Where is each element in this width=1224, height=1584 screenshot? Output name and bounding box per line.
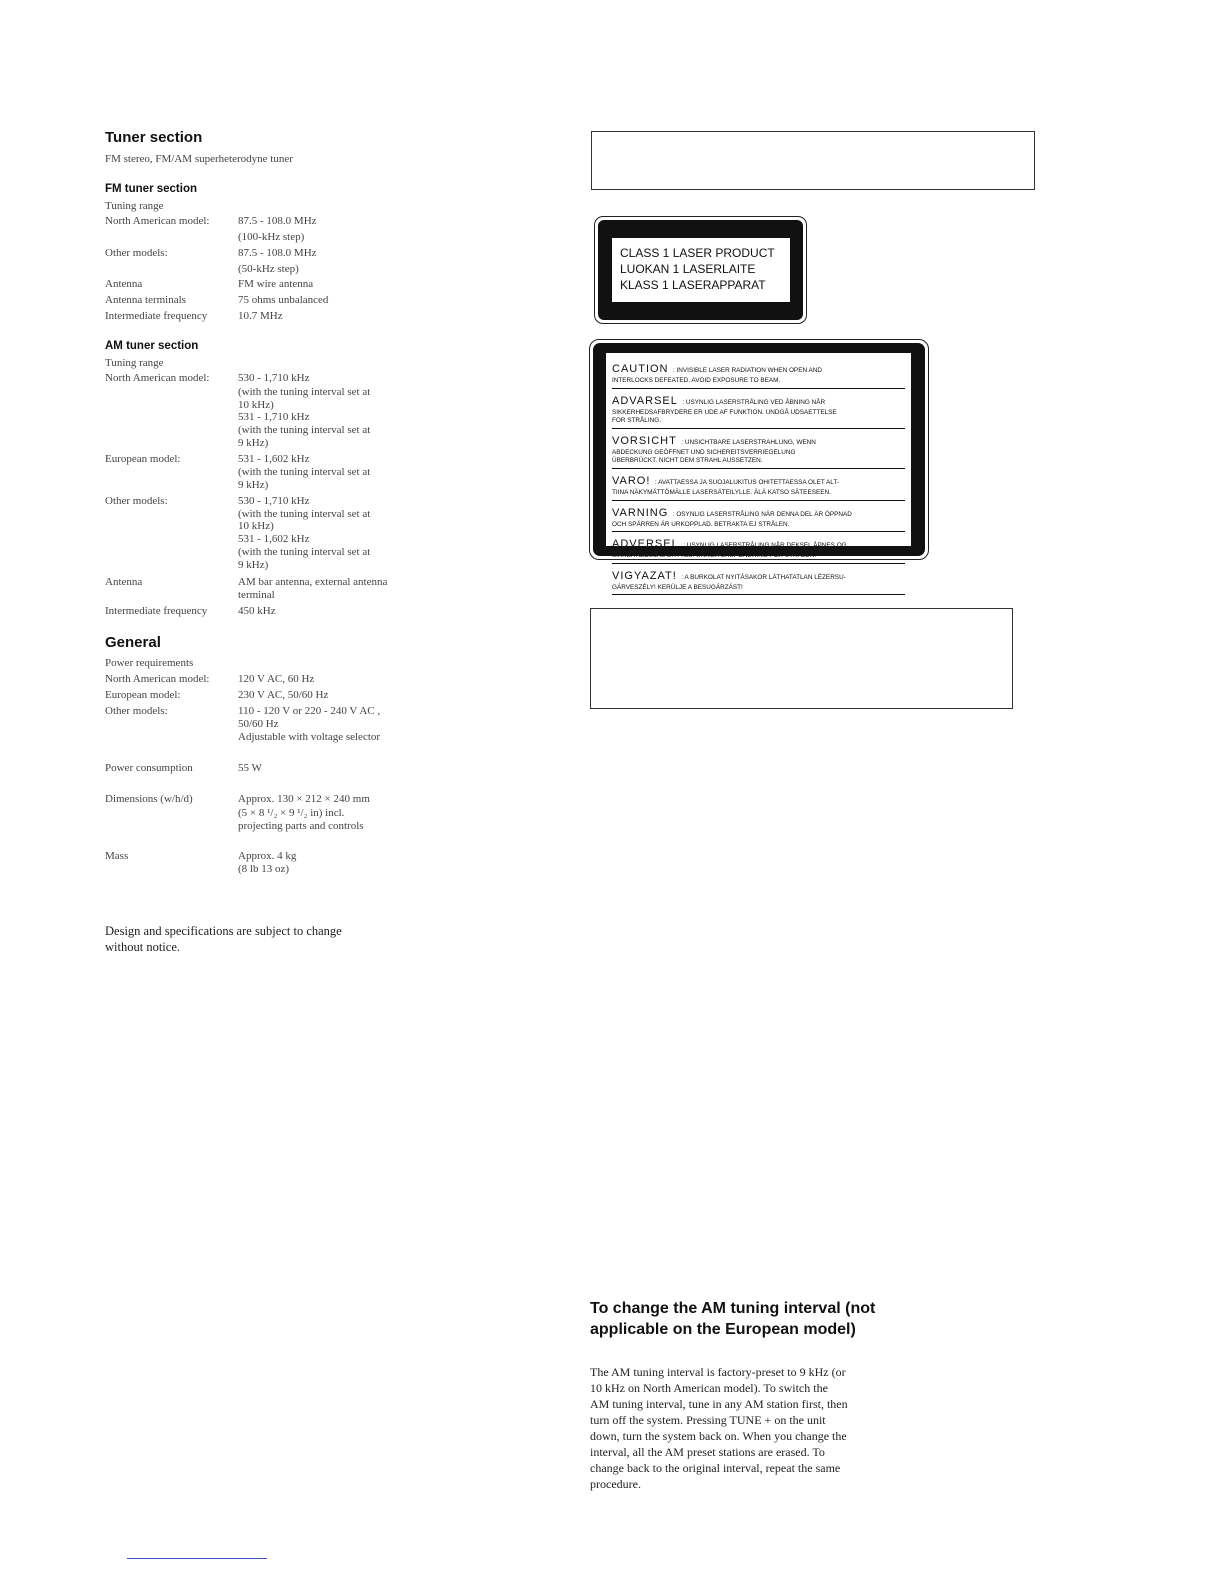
fm-other-value: 87.5 - 108.0 MHz [238, 247, 317, 259]
power-other-line: Adjustable with voltage selector [238, 731, 381, 743]
caution-block [612, 358, 905, 389]
warning-text: ÜBERBRÜCKT. NICHT DEM STRAHL AUSSETZEN. [612, 457, 763, 465]
varning-block [612, 502, 905, 533]
am-na-line: 9 kHz) [238, 437, 269, 449]
am-other-line: 531 - 1,602 kHz [238, 533, 310, 545]
warning-text: : OSYNLIG LASERSTRÅLING NÄR DENNA DEL ÄR ÖPPNAD [672, 510, 852, 518]
dimensions-label: Dimensions (w/h/d) [105, 793, 193, 805]
advarsel-block [612, 390, 905, 429]
am-eu-line: (with the tuning interval set at [238, 466, 371, 478]
class1-label-line: KLASS 1 LASERAPPARAT [620, 278, 766, 292]
warning-text: GÁRVESZÉLY! KERÜLJE A BESUGÁRZÁST! [612, 583, 743, 591]
am-if-value: 450 kHz [238, 605, 276, 617]
am-interval-body-line: change back to the original interval, repeat the same [590, 1461, 841, 1475]
fm-other-label: Other models: [105, 247, 168, 259]
power-na-label: North American model: [105, 673, 210, 685]
class1-label-line: CLASS 1 LASER PRODUCT [620, 246, 775, 260]
warning-text: INTERLOCKS DEFEATED. AVOID EXPOSURE TO BEAM. [612, 377, 781, 384]
am-other-label: Other models: [105, 495, 168, 507]
vorsicht-block [612, 430, 905, 469]
fm-if-value: 10.7 MHz [238, 310, 283, 322]
power-other-line: 110 - 120 V or 220 - 240 V AC , [238, 705, 381, 717]
fm-tuning-range-label: Tuning range [105, 200, 164, 212]
dimensions-line: Approx. 130 × 212 × 240 mm [238, 793, 370, 805]
mass-label: Mass [105, 850, 129, 862]
warning-text: : UNSICHTBARE LASERSTRAHLUNG, WENN [681, 438, 816, 446]
power-eu-value: 230 V AC, 50/60 Hz [238, 689, 329, 701]
am-interval-body-line: turn off the system. Pressing TUNE + on the unit [590, 1413, 826, 1427]
fm-na-value: 87.5 - 108.0 MHz [238, 215, 317, 227]
am-other-line: (with the tuning interval set at [238, 508, 371, 520]
spec-notice-line: without notice. [105, 940, 180, 954]
am-section-heading: AM tuner section [105, 340, 199, 352]
am-eu-label: European model: [105, 453, 181, 465]
am-na-label: North American model: [105, 372, 210, 384]
mass-line: (8 lb 13 oz) [238, 863, 290, 875]
fm-section-heading: FM tuner section [105, 183, 198, 195]
class1-laser-label [594, 216, 807, 324]
am-tuning-range-label: Tuning range [105, 357, 164, 369]
power-other-label: Other models: [105, 705, 168, 717]
am-antenna-line: AM bar antenna, external antenna [238, 576, 388, 588]
warning-title: VIGYAZAT! [612, 569, 677, 582]
varo-block [612, 470, 905, 501]
am-antenna-line: terminal [238, 589, 275, 601]
warning-text: : INVISIBLE LASER RADIATION WHEN OPEN AND [672, 367, 822, 374]
am-na-line: 530 - 1,710 kHz [238, 372, 310, 384]
warning-text: ABDECKUNG GEÖFFNET UND SICHEREITSVERRIEGELUNG [612, 448, 796, 456]
fm-antenna-value: FM wire antenna [238, 278, 314, 290]
footer-rule [127, 1558, 267, 1559]
am-na-line: (with the tuning interval set at [238, 386, 371, 398]
am-other-line: 530 - 1,710 kHz [238, 495, 310, 507]
am-other-line: 9 kHz) [238, 559, 269, 571]
am-interval-body-line: down, turn the system back on. When you change the [590, 1429, 847, 1443]
fm-na-label: North American model: [105, 215, 210, 227]
power-req-label: Power requirements [105, 657, 194, 669]
am-antenna-label: Antenna [105, 576, 143, 588]
dimensions-line: (5 × 8 ¹/₂ × 9 ¹/₂ in) incl. [238, 807, 345, 819]
warning-text: SIKKERHEDSLÅS BRYTES. UNNGÅ EKSPONERING FOR STRÅLEN. [612, 552, 817, 560]
am-interval-body-line: AM tuning interval, tune in any AM station first, then [590, 1397, 848, 1411]
fm-other-step: (50-kHz step) [238, 263, 299, 275]
am-na-line: 531 - 1,710 kHz [238, 411, 310, 423]
class1-label-line: LUOKAN 1 LASERLAITE [620, 262, 756, 276]
general-heading: General [105, 634, 161, 651]
tuner-intro: FM stereo, FM/AM superheterodyne tuner [105, 153, 293, 165]
am-other-line: (with the tuning interval set at [238, 546, 371, 558]
warning-text: TIINA NÄKYMÄTTÖMÄLLE LASERSÄTEILYLLE. ÄLÄ KATSO SÄTEESEEN. [612, 488, 831, 496]
am-interval-body-line: The AM tuning interval is factory-preset to 9 kHz (or [590, 1365, 846, 1379]
warning-text: FOR STRÅLING. [612, 417, 662, 425]
am-na-line: (with the tuning interval set at [238, 424, 371, 436]
dimensions-line: projecting parts and controls [238, 820, 364, 832]
am-interval-body-line: interval, all the AM preset stations are erased. To [590, 1445, 825, 1459]
am-other-line: 10 kHz) [238, 520, 274, 532]
warning-title: ADVARSEL [612, 394, 678, 407]
fm-terminals-label: Antenna terminals [105, 294, 186, 306]
spec-notice-line: Design and specifications are subject to change [105, 924, 342, 938]
fm-terminals-value: 75 ohms unbalanced [238, 294, 329, 306]
warning-text: OCH SPÄRREN ÄR URKOPPLAD. BETRAKTA EJ STRÅLEN. [612, 520, 790, 528]
vigyazat-block [612, 565, 905, 596]
mass-line: Approx. 4 kg [238, 850, 297, 862]
fm-na-step: (100-kHz step) [238, 231, 305, 243]
am-interval-body-line: 10 kHz on North American model). To switch the [590, 1381, 828, 1395]
warning-text: : A BURKOLAT NYITÁSAKOR LÁTHATATLAN LÉZERSU- [681, 573, 846, 581]
am-na-line: 10 kHz) [238, 399, 274, 411]
empty-frame-top [591, 131, 1035, 190]
am-interval-heading: To change the AM tuning interval (not applicable on the European model) [590, 1300, 876, 1338]
warning-title: VARO! [612, 474, 651, 487]
warning-text: : AVATTAESSA JA SUOJALUKITUS OHITETTAESSA OLET ALT- [654, 478, 840, 486]
consumption-value: 55 W [238, 762, 262, 774]
warning-title: CAUTION [612, 363, 669, 375]
consumption-label: Power consumption [105, 762, 193, 774]
power-other-line: 50/60 Hz [238, 718, 279, 730]
warning-title: ADVERSEL [612, 538, 679, 551]
fm-antenna-label: Antenna [105, 278, 143, 290]
warning-text: : USYNLIG LASERSTRÅLING NÅR DEKSEL ÅPNES OG [683, 542, 847, 550]
am-if-label: Intermediate frequency [105, 605, 208, 617]
fm-if-label: Intermediate frequency [105, 310, 208, 322]
laser-caution-label [589, 339, 929, 591]
warning-text: SIKKERHEDSAFBRYDERE ER UDE AF FUNKTION. UNDGÅ UDSAETTELSE [612, 408, 837, 416]
power-eu-label: European model: [105, 689, 181, 701]
warning-title: VARNING [612, 506, 669, 519]
am-interval-body-line: procedure. [590, 1477, 641, 1491]
warning-title: VORSICHT [612, 434, 677, 447]
tuner-section-heading: Tuner section [105, 129, 203, 146]
adversel-block [612, 533, 905, 564]
empty-frame-middle [590, 608, 1013, 709]
am-eu-line: 9 kHz) [238, 479, 269, 491]
am-eu-line: 531 - 1,602 kHz [238, 453, 310, 465]
power-na-value: 120 V AC, 60 Hz [238, 673, 315, 685]
warning-text: : USYNLIG LASERSTRÅLING VED ÅBNING NÅR [682, 398, 826, 406]
